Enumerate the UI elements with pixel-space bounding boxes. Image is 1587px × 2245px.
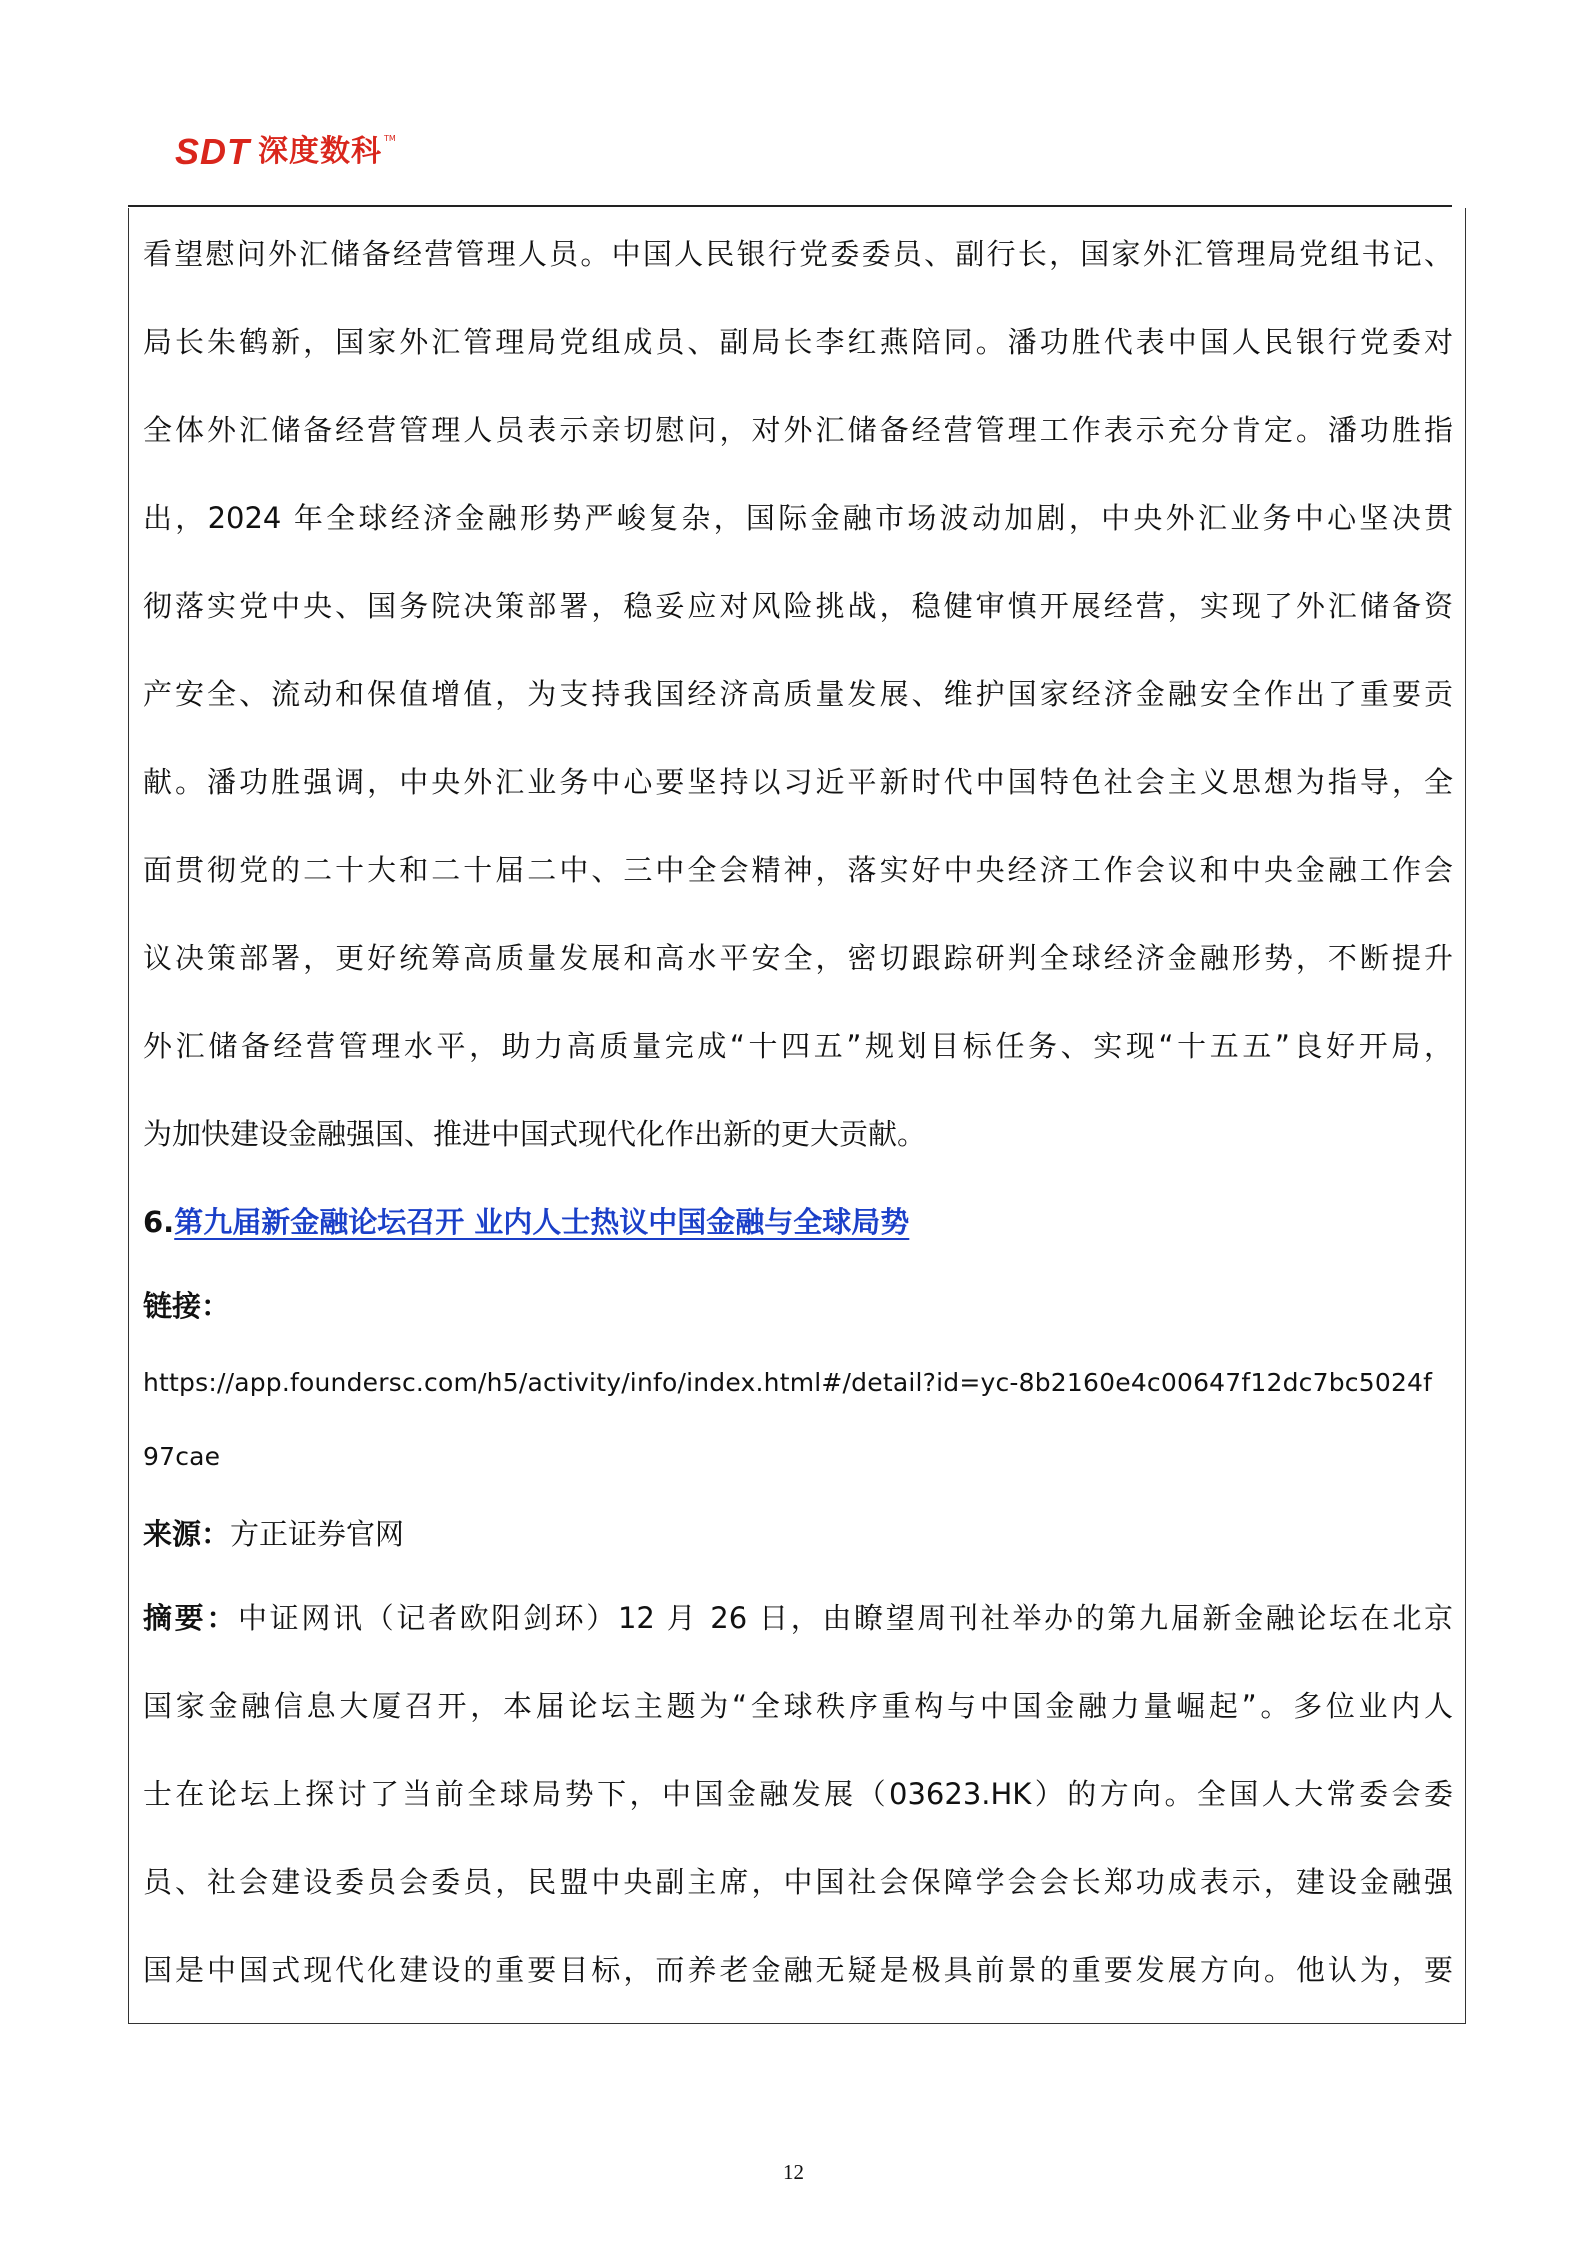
link-label-row bbox=[143, 1266, 1453, 1346]
page-number: 12 bbox=[783, 2160, 804, 2184]
paragraph-line: 彻落实党中央、国务院决策部署，稳妥应对风险挑战，稳健审慎开展经营，实现了外汇储备资 bbox=[143, 589, 1453, 623]
trademark-mark: TM bbox=[384, 134, 396, 143]
source-value: 方正证券官网 bbox=[230, 1517, 405, 1551]
paragraph-line: 出，2024 年全球经济金融形势严峻复杂，国际金融市场波动加剧，中央外汇业务中心坚决贯 bbox=[143, 501, 1453, 535]
paragraph-line: 士在论坛上探讨了当前全球局势下，中国金融发展（03623.HK）的方向。全国人大常委会委 bbox=[143, 1777, 1453, 1811]
paragraph-line: 产安全、流动和保值增值，为支持我国经济高质量发展、维护国家经济金融安全作出了重要贡 bbox=[143, 677, 1453, 711]
paragraph-line: 国家金融信息大厦召开，本届论坛主题为“全球秩序重构与中国金融力量崛起”。多位业内人 bbox=[143, 1689, 1453, 1723]
summary-text: 中证网讯（记者欧阳剑环）12 月 26 日，由瞭望周刊社举办的第九届新金融论坛在北京 bbox=[238, 1601, 1453, 1635]
section-heading bbox=[143, 1178, 1453, 1266]
company-logo bbox=[175, 132, 396, 172]
source-label: 来源： bbox=[143, 1517, 231, 1551]
paragraph-line: 为加快建设金融强国、推进中国式现代化作出新的更大贡献。 bbox=[143, 1117, 927, 1151]
article-url[interactable]: https://app.foundersc.com/h5/activity/info/index.html#/detail?id=yc-8b2160e4c00647f12dc7bc5024f bbox=[143, 1368, 1433, 1397]
paragraph-line: 议决策部署，更好统筹高质量发展和高水平安全，密切跟踪研判全球经济金融形势，不断提升 bbox=[143, 941, 1453, 975]
article-title-link[interactable]: 第九届新金融论坛召开 业内人士热议中国金融与全球局势 bbox=[174, 1205, 910, 1239]
paragraph-line: 员、社会建设委员会委员，民盟中央副主席，中国社会保障学会会长郑功成表示，建设金融强 bbox=[143, 1865, 1453, 1899]
link-label: 链接： bbox=[143, 1289, 231, 1323]
summary-label: 摘要： bbox=[143, 1601, 238, 1635]
summary-first-line bbox=[143, 1574, 1453, 1662]
paragraph-line: 国是中国式现代化建设的重要目标，而养老金融无疑是极具前景的重要发展方向。他认为，要 bbox=[143, 1953, 1453, 1987]
paragraph-line: 全体外汇储备经营管理人员表示亲切慰问，对外汇储备经营管理工作表示充分肯定。潘功胜指 bbox=[143, 413, 1453, 447]
section-number: 6. bbox=[143, 1205, 175, 1239]
paragraph-line: 献。潘功胜强调，中央外汇业务中心要坚持以习近平新时代中国特色社会主义思想为指导，全 bbox=[143, 765, 1453, 799]
paragraph-line: 面贯彻党的二十大和二十届二中、三中全会精神，落实好中央经济工作会议和中央金融工作会 bbox=[143, 853, 1453, 887]
logo-cjk-text: 深度数科 bbox=[258, 134, 382, 169]
paragraph-line: 看望慰问外汇储备经营管理人员。中国人民银行党委委员、副行长，国家外汇管理局党组书记、 bbox=[143, 237, 1453, 271]
logo-latin-text: SDT bbox=[175, 131, 250, 172]
paragraph-line: 外汇储备经营管理水平，助力高质量完成“十四五”规划目标任务、实现“十五五”良好开局， bbox=[143, 1029, 1453, 1063]
document-body bbox=[143, 210, 1453, 2014]
article-url-continued[interactable]: 97cae bbox=[143, 1442, 221, 1471]
header-divider bbox=[128, 205, 1452, 207]
paragraph-line: 局长朱鹤新，国家外汇管理局党组成员、副局长李红燕陪同。潘功胜代表中国人民银行党委对 bbox=[143, 325, 1453, 359]
source-row bbox=[143, 1494, 1453, 1574]
